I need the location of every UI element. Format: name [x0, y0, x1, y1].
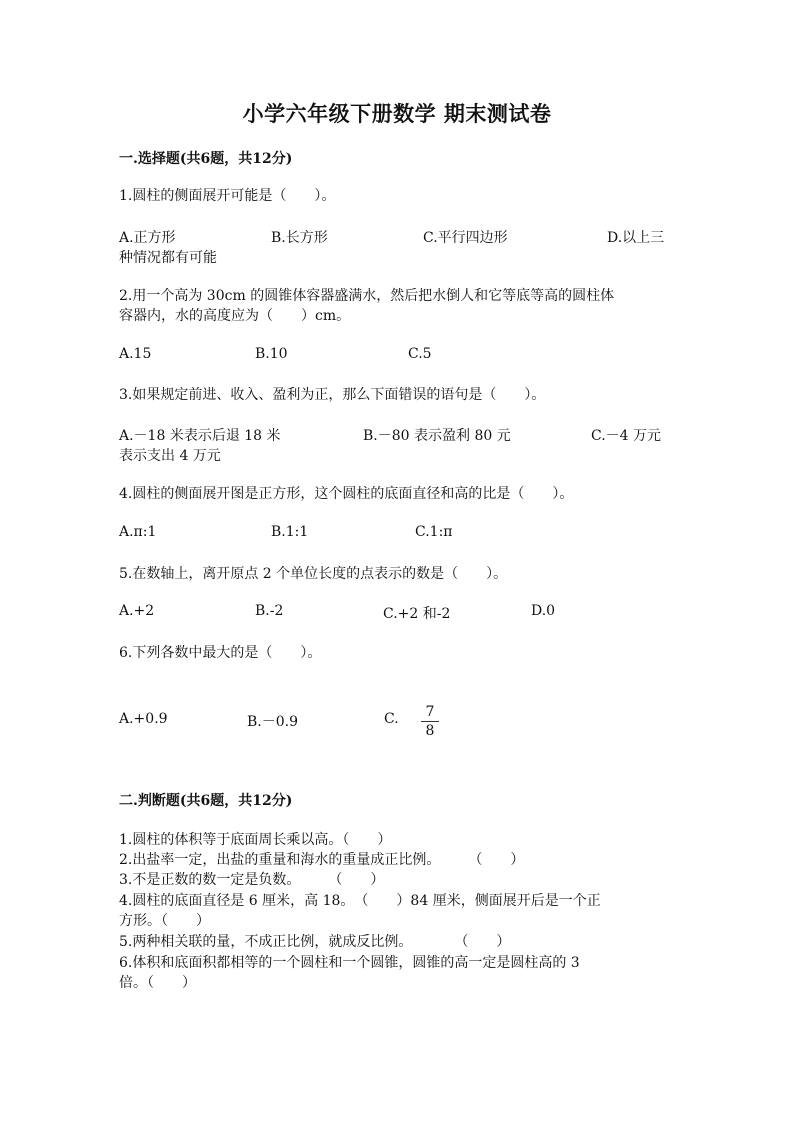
q1-option-a[interactable]: A.正方形	[119, 230, 176, 246]
q3-option-a[interactable]: A.－18 米表示后退 18 米	[119, 428, 281, 444]
q6-option-c[interactable]: C.	[384, 711, 399, 727]
question-4-options	[119, 524, 679, 544]
tf-item-6-line1: 6.体积和底面积都相等的一个圆柱和一个圆锥，圆锥的高一定是圆柱高的 3	[119, 955, 580, 971]
q3-option-c[interactable]: C.－4 万元	[591, 428, 662, 444]
section-heading-choice: 一.选择题(共6题，共12分)	[119, 151, 293, 167]
q1-option-d-wrap: 种情况都有可能	[119, 250, 217, 266]
question-6-stem: 6.下列各数中最大的是（ ）。	[119, 645, 322, 661]
question-2-stem-line2: 容器内，水的高度应为（ ）cm。	[119, 308, 351, 324]
tf-item-4-line2: 方形。（ ）	[119, 913, 210, 929]
tf-item-2: 2.出盐率一定，出盐的重量和海水的重量成正比例。 （ ）	[119, 852, 525, 868]
tf-item-3: 3.不是正数的数一定是负数。 （ ）	[119, 872, 385, 888]
q5-option-b[interactable]: B.-2	[255, 603, 284, 619]
tf-item-5: 5.两种相关联的量，不成正比例，就成反比例。 （ ）	[119, 934, 511, 950]
q6-option-b[interactable]: B.－0.9	[247, 714, 299, 730]
question-2-options	[119, 346, 679, 366]
q6-option-a[interactable]: A.+0.9	[119, 711, 168, 727]
q4-option-c[interactable]: C.1:π	[415, 524, 453, 540]
question-4-stem: 4.圆柱的侧面展开图是正方形，这个圆柱的底面直径和高的比是（ ）。	[119, 486, 574, 502]
question-3-stem: 3.如果规定前进、收入、盈利为正，那么下面错误的语句是（ ）。	[119, 387, 546, 403]
page-title: 小学六年级下册数学 期末测试卷	[242, 101, 552, 126]
fraction-bar	[421, 721, 439, 722]
q5-option-c[interactable]: C.+2 和-2	[383, 606, 451, 622]
question-5-options	[119, 603, 679, 623]
q3-option-b[interactable]: B.－80 表示盈利 80 元	[363, 428, 511, 444]
tf-item-4-line1: 4.圆柱的底面直径是 6 厘米，高 18。 （ ）84 厘米，侧面展开后是一个正	[119, 893, 601, 909]
q4-option-a[interactable]: A.π:1	[119, 524, 157, 540]
q1-option-d[interactable]: D.以上三	[607, 230, 665, 246]
q2-option-b[interactable]: B.10	[255, 346, 288, 362]
q3-option-c-wrap: 表示支出 4 万元	[119, 448, 221, 464]
q2-option-a[interactable]: A.15	[119, 346, 152, 362]
q2-option-c[interactable]: C.5	[408, 346, 432, 362]
q4-option-b[interactable]: B.1:1	[271, 524, 309, 540]
q5-option-a[interactable]: A.+2	[119, 603, 155, 619]
fraction-denominator: 8	[425, 723, 435, 739]
question-3-options	[119, 425, 679, 445]
question-1-options	[119, 227, 679, 247]
question-2-stem-line1: 2.用一个高为 30cm 的圆锥体容器盛满水，然后把水倒人和它等底等高的圆柱体	[119, 288, 615, 304]
q1-option-b[interactable]: B.长方形	[271, 230, 328, 246]
tf-item-1: 1.圆柱的体积等于底面周长乘以高。（ ）	[119, 832, 392, 848]
q1-option-c[interactable]: C.平行四边形	[423, 230, 508, 246]
tf-item-6-line2: 倍。（ ）	[119, 975, 196, 991]
q5-option-d[interactable]: D.0	[531, 603, 556, 619]
q6-option-c-fraction	[421, 704, 439, 739]
question-1-stem: 1.圆柱的侧面展开可能是（ ）。	[119, 188, 336, 204]
section-heading-true-false: 二.判断题(共6题，共12分)	[119, 793, 293, 809]
question-6-options	[119, 711, 679, 731]
question-5-stem: 5.在数轴上，离开原点 2 个单位长度的点表示的数是（ ）。	[119, 566, 508, 582]
fraction-numerator: 7	[425, 704, 435, 720]
